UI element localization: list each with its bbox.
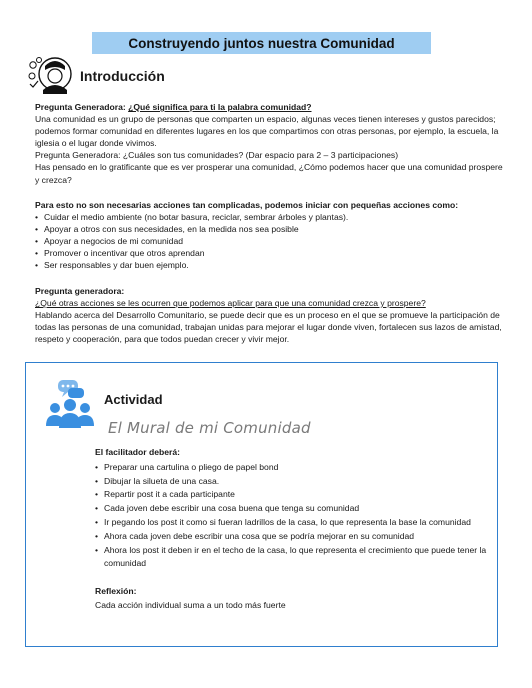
list-item: • Ser responsables y dar buen ejemplo. [35, 259, 505, 271]
facilitator-label: El facilitador deberá: [95, 447, 181, 457]
actions-lead: Para esto no son necesarias acciones tan complicadas, podemos iniciar con pequeñas acciones como: [35, 200, 459, 210]
reflexion-label: Reflexión: [95, 586, 137, 596]
thinking-person-icon [27, 56, 73, 96]
paragraph-4: Hablando acerca del Desarrollo Comunitario, se puede decir que es un proceso en el que se promueve la participación de todas las personas de una comunidad, trabajan unidas para mejorar el lugar donde viven, fortalecen sus lazos de amistad, respeto y cooperación, para que todos puedan crecer y vivir mejor. [35, 310, 502, 345]
question-2-section [35, 285, 505, 345]
q1-question: ¿Qué significa para ti la palabra comunidad? [128, 102, 312, 112]
q2-question: ¿Qué otras acciones se les ocurren que podemos aplicar para que una comunidad crezca y prospere? [35, 298, 426, 309]
actions-section [35, 199, 505, 272]
facilitator-section [95, 446, 500, 571]
intro-heading: Introducción [80, 68, 165, 84]
list-item: • Promover o incentivar que otros aprendan [35, 247, 505, 259]
list-item: • Repartir post it a cada participante [95, 488, 500, 502]
activity-subtitle: El Mural de mi Comunidad [108, 419, 311, 437]
page-title: Construyendo juntos nuestra Comunidad [92, 32, 431, 54]
list-item: • Preparar una cartulina o pliego de papel bond [95, 461, 500, 475]
paragraph-3: Has pensado en lo gratificante que es ver prosperar una comunidad, ¿Cómo podemos hacer que una comunidad prospere y crezca? [35, 162, 503, 185]
reflexion-text: Cada acción individual suma a un todo más fuerte [95, 599, 286, 610]
paragraph-2: Pregunta Generadora: ¿Cuáles son tus comunidades? (Dar espacio para 2 – 3 participaciones) [35, 150, 399, 161]
actions-list [35, 211, 505, 271]
list-item: • Ahora los post it deben ir en el techo de la casa, lo que representa el crecimiento que puede tener la comunidad [95, 544, 500, 572]
list-item: • Ahora cada joven debe escribir una cosa que se podría mejorar en su comunidad [95, 530, 500, 544]
group-chat-icon [44, 378, 96, 430]
list-item: • Apoyar a otros con sus necesidades, en la medida nos sea posible [35, 223, 505, 235]
paragraph-1: Una comunidad es un grupo de personas que comparten un espacio, algunas veces tienen intereses y gustos parecidos; podemos formar comunidad en diferentes lugares en los que compartimos con otras personas, por ejemplo, la escuela, la iglesia o el lugar donde vivimos. [35, 114, 499, 149]
list-item: • Ir pegando los post it como si fueran ladrillos de la casa, lo que representa la base la comunidad [95, 516, 500, 530]
list-item: • Cuidar el medio ambiente (no botar basura, reciclar, sembrar árboles y plantas). [35, 211, 505, 223]
q1-label: Pregunta Generadora: [35, 102, 129, 112]
list-item: • Dibujar la silueta de una casa. [95, 475, 500, 489]
list-item: • Cada joven debe escribir una cosa buena que tenga su comunidad [95, 502, 500, 516]
activity-heading: Actividad [104, 392, 163, 407]
list-item: • Apoyar a negocios de mi comunidad [35, 235, 505, 247]
intro-text [35, 101, 505, 186]
steps-list [95, 461, 500, 571]
q2-label: Pregunta generadora: [35, 286, 125, 296]
reflexion-section [95, 585, 286, 612]
